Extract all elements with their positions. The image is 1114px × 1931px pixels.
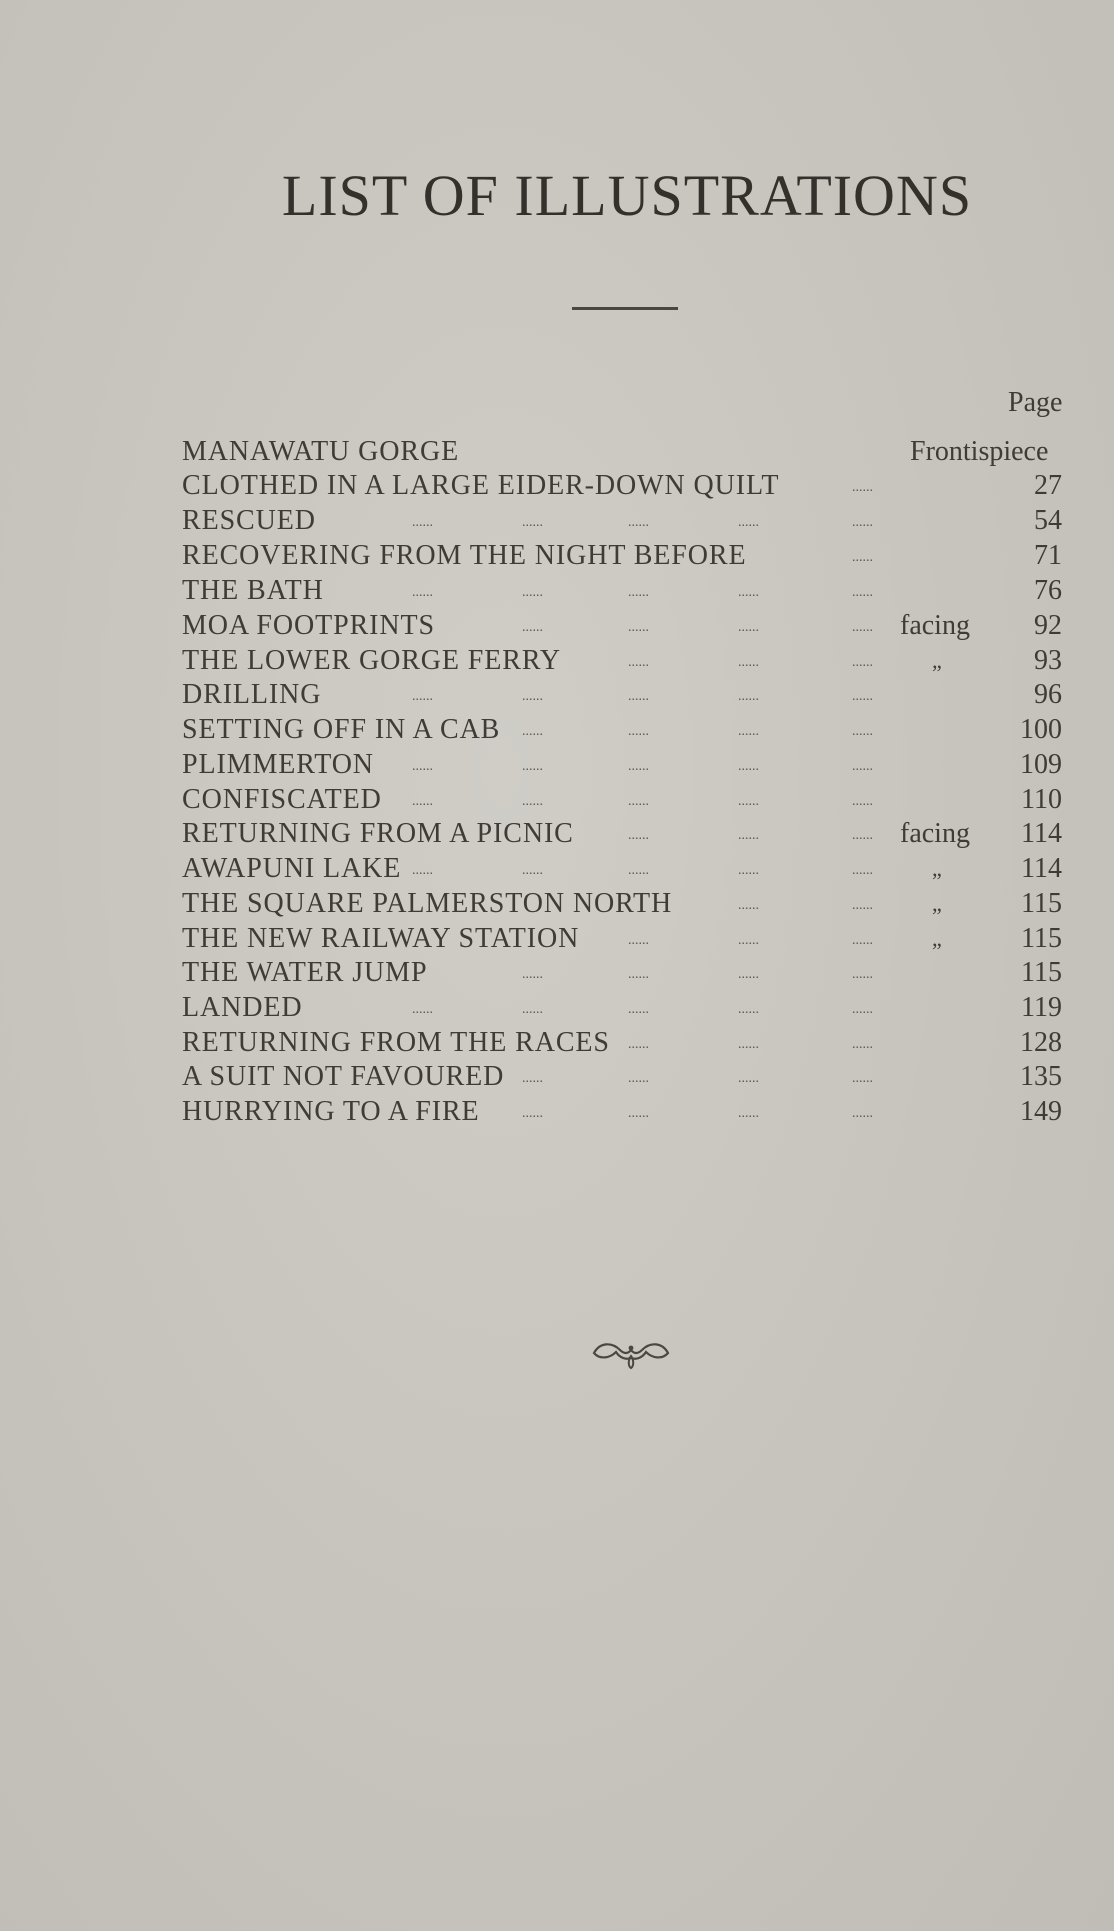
leader-dots: ...... <box>852 863 873 878</box>
illustration-note: facing <box>900 818 970 849</box>
leader-dots: ...... <box>628 967 649 982</box>
leader-dots: ...... <box>522 585 543 600</box>
leader-dots: ...... <box>738 794 759 809</box>
page-number: 110 <box>1021 784 1062 815</box>
leader-dots: ...... <box>738 655 759 670</box>
illustration-title: THE LOWER GORGE FERRY <box>182 645 562 676</box>
leader-dots: ...... <box>852 933 873 948</box>
leader-dots: ...... <box>628 933 649 948</box>
list-item <box>0 574 1114 608</box>
leader-dots: ...... <box>522 759 543 774</box>
leader-dots: ...... <box>852 620 873 635</box>
list-item <box>0 956 1114 990</box>
list-item <box>0 991 1114 1025</box>
illustration-title: RECOVERING FROM THE NIGHT BEFORE <box>182 540 747 571</box>
list-item <box>0 783 1114 817</box>
leader-dots: ...... <box>628 620 649 635</box>
leader-dots: ...... <box>628 794 649 809</box>
leader-dots: ...... <box>738 724 759 739</box>
leader-dots: ...... <box>852 585 873 600</box>
leader-dots: ...... <box>412 759 433 774</box>
list-item <box>0 713 1114 747</box>
illustration-title: SETTING OFF IN A CAB <box>182 714 501 745</box>
page-number: 96 <box>1034 679 1062 710</box>
title-rule <box>572 307 678 310</box>
leader-dots: ...... <box>738 689 759 704</box>
leader-dots: ...... <box>628 1071 649 1086</box>
leader-dots: ...... <box>412 515 433 530</box>
list-item <box>0 1060 1114 1094</box>
leader-dots: ...... <box>412 585 433 600</box>
page-number: 149 <box>1020 1096 1062 1127</box>
list-item <box>0 817 1114 851</box>
leader-dots: ...... <box>852 1037 873 1052</box>
page-number: 119 <box>1021 992 1062 1023</box>
leader-dots: ...... <box>412 863 433 878</box>
leader-dots: ...... <box>412 1002 433 1017</box>
leader-dots: ...... <box>738 828 759 843</box>
illustration-note: facing <box>900 610 970 641</box>
leader-dots: ...... <box>738 620 759 635</box>
leader-dots: ...... <box>852 724 873 739</box>
leader-dots: ...... <box>522 863 543 878</box>
leader-dots: ...... <box>628 828 649 843</box>
ditto-mark: „ <box>932 648 942 673</box>
leader-dots: ...... <box>738 585 759 600</box>
leader-dots: ...... <box>852 898 873 913</box>
page-column-heading: Page <box>1008 387 1063 418</box>
illustration-title: RESCUED <box>182 505 316 536</box>
page-number: 76 <box>1034 575 1062 606</box>
leader-dots: ...... <box>412 689 433 704</box>
leader-dots: ...... <box>738 863 759 878</box>
page-number: 27 <box>1034 470 1062 501</box>
leader-dots: ...... <box>852 967 873 982</box>
illustration-title: DRILLING <box>182 679 322 710</box>
illustration-title: THE NEW RAILWAY STATION <box>182 923 580 954</box>
page-number: 92 <box>1034 610 1062 641</box>
leader-dots: ...... <box>738 933 759 948</box>
leader-dots: ...... <box>628 585 649 600</box>
list-item <box>0 469 1114 503</box>
illustration-title: THE SQUARE PALMERSTON NORTH <box>182 888 673 919</box>
illustration-title: LANDED <box>182 992 303 1023</box>
page-number: 114 <box>1021 853 1062 884</box>
list-item <box>0 887 1114 921</box>
leader-dots: ...... <box>412 794 433 809</box>
leader-dots: ...... <box>738 1071 759 1086</box>
leader-dots: ...... <box>852 1002 873 1017</box>
leader-dots: ...... <box>522 1071 543 1086</box>
illustration-title: RETURNING FROM THE RACES <box>182 1027 610 1058</box>
list-item <box>0 1026 1114 1060</box>
illustration-title: HURRYING TO A FIRE <box>182 1096 480 1127</box>
page-number: 109 <box>1020 749 1062 780</box>
leader-dots: ...... <box>628 1002 649 1017</box>
illustration-title: THE BATH <box>182 575 324 606</box>
illustration-title: AWAPUNI LAKE <box>182 853 402 884</box>
ditto-mark: „ <box>932 926 942 951</box>
leader-dots: ...... <box>852 828 873 843</box>
leader-dots: ...... <box>628 1106 649 1121</box>
illustration-title: CLOTHED IN A LARGE EIDER-DOWN QUILT <box>182 470 780 501</box>
leader-dots: ...... <box>852 689 873 704</box>
ditto-mark: „ <box>932 856 942 881</box>
leader-dots: ...... <box>852 759 873 774</box>
illustration-title: CONFISCATED <box>182 784 382 815</box>
page-title: LIST OF ILLUSTRATIONS <box>281 163 973 228</box>
page-number: 114 <box>1021 818 1062 849</box>
leader-dots: ...... <box>522 1106 543 1121</box>
leader-dots: ...... <box>738 898 759 913</box>
leader-dots: ...... <box>628 689 649 704</box>
fleuron-icon <box>590 1336 672 1370</box>
leader-dots: ...... <box>628 515 649 530</box>
list-item <box>0 504 1114 538</box>
leader-dots: ...... <box>522 620 543 635</box>
illustration-title: RETURNING FROM A PICNIC <box>182 818 574 849</box>
list-item <box>0 748 1114 782</box>
leader-dots: ...... <box>628 863 649 878</box>
leader-dots: ...... <box>628 759 649 774</box>
leader-dots: ...... <box>852 794 873 809</box>
list-item <box>0 435 1114 469</box>
page-number: 115 <box>1021 957 1062 988</box>
leader-dots: ...... <box>628 724 649 739</box>
page-number: 93 <box>1034 645 1062 676</box>
page-number: 115 <box>1021 888 1062 919</box>
page-number: 100 <box>1020 714 1062 745</box>
leader-dots: ...... <box>628 655 649 670</box>
illustration-note: Frontispiece <box>910 436 1049 467</box>
leader-dots: ...... <box>628 1037 649 1052</box>
leader-dots: ...... <box>852 1106 873 1121</box>
illustration-title: PLIMMERTON <box>182 749 374 780</box>
list-item <box>0 539 1114 573</box>
leader-dots: ...... <box>522 515 543 530</box>
illustration-title: MOA FOOTPRINTS <box>182 610 435 641</box>
leader-dots: ...... <box>852 480 873 495</box>
leader-dots: ...... <box>522 794 543 809</box>
leader-dots: ...... <box>738 967 759 982</box>
leader-dots: ...... <box>522 724 543 739</box>
leader-dots: ...... <box>738 759 759 774</box>
list-item <box>0 852 1114 886</box>
page-number: 128 <box>1020 1027 1062 1058</box>
list-item <box>0 678 1114 712</box>
illustration-title: THE WATER JUMP <box>182 957 428 988</box>
leader-dots: ...... <box>738 1037 759 1052</box>
list-item <box>0 644 1114 678</box>
page-number: 115 <box>1021 923 1062 954</box>
leader-dots: ...... <box>738 515 759 530</box>
list-item <box>0 922 1114 956</box>
leader-dots: ...... <box>852 655 873 670</box>
page-number: 54 <box>1034 505 1062 536</box>
leader-dots: ...... <box>852 550 873 565</box>
ditto-mark: „ <box>932 891 942 916</box>
leader-dots: ...... <box>522 1002 543 1017</box>
leader-dots: ...... <box>522 689 543 704</box>
leader-dots: ...... <box>738 1002 759 1017</box>
page-number: 135 <box>1020 1061 1062 1092</box>
leader-dots: ...... <box>852 1071 873 1086</box>
illustration-title: MANAWATU GORGE <box>182 436 460 467</box>
leader-dots: ...... <box>738 1106 759 1121</box>
illustration-title: A SUIT NOT FAVOURED <box>182 1061 505 1092</box>
leader-dots: ...... <box>852 515 873 530</box>
page-number: 71 <box>1034 540 1062 571</box>
list-item <box>0 609 1114 643</box>
list-item <box>0 1095 1114 1129</box>
leader-dots: ...... <box>522 967 543 982</box>
